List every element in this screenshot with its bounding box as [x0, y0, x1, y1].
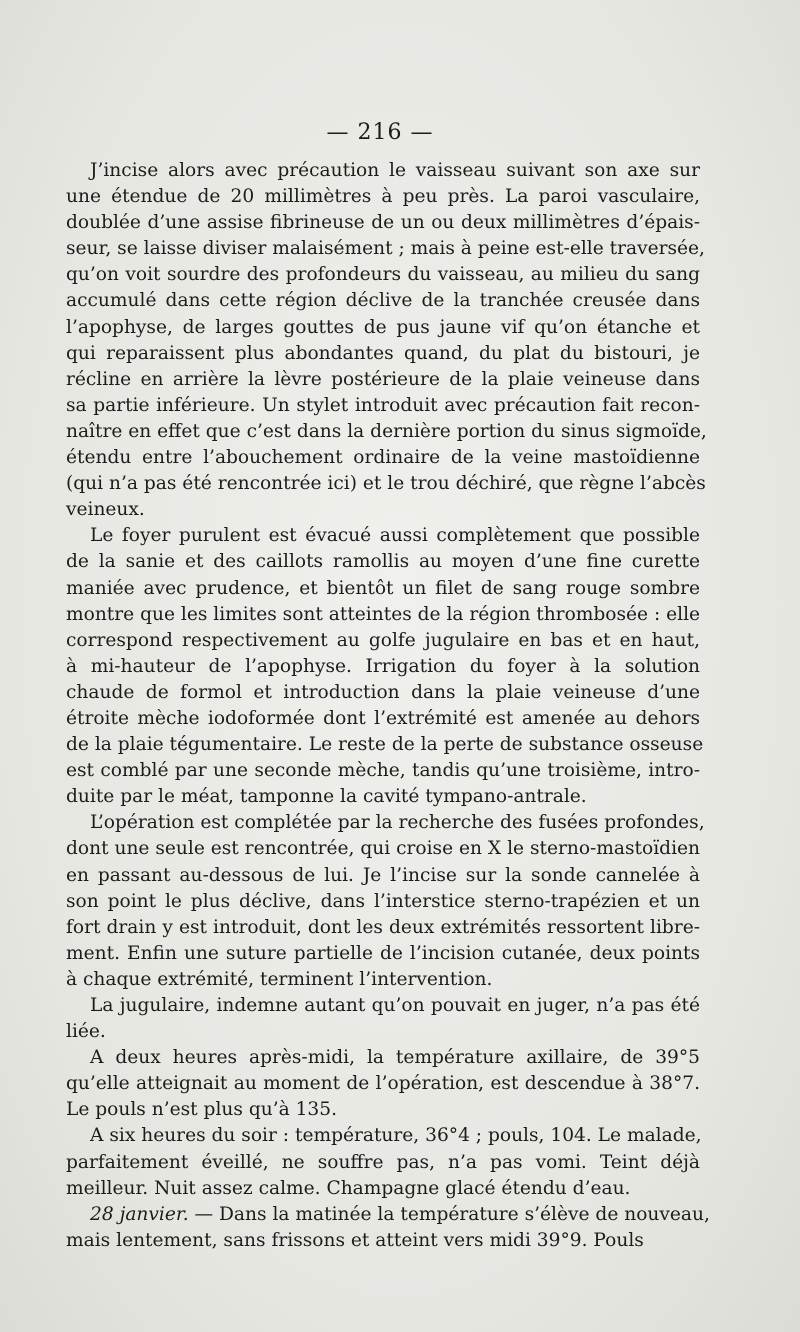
paragraph: [66, 993, 700, 1045]
text-line: sa partie inférieure. Un stylet introduit avec précaution fait recon-: [66, 394, 700, 416]
text-line: seur, se laisse diviser malaisément ; mais à peine est-elle traversée,: [66, 238, 705, 260]
text-line: qu’on voit sourdre des profondeurs du vaisseau, au milieu du sang: [66, 264, 700, 286]
text-line: récline en arrière la lèvre postérieure de la plaie veineuse dans: [66, 368, 700, 390]
text-line: Le pouls n’est plus qu’à 135.: [66, 1099, 338, 1121]
text-line: mais lentement, sans frissons et atteint vers midi 39°9. Pouls: [66, 1229, 644, 1251]
text-line: qui reparaissent plus abondantes quand, du plat du bistouri, je: [66, 342, 700, 364]
text-line: montre que les limites sont atteintes de la région thrombosée : elle: [66, 603, 701, 625]
text-line: liée.: [66, 1021, 106, 1043]
text-line: qu’elle atteignait au moment de l’opération, est descendue à 38°7.: [66, 1073, 700, 1095]
text-line: L’opération est complétée par la recherche des fusées profondes,: [90, 812, 705, 834]
text-line: correspond respectivement au golfe jugulaire en bas et en haut,: [66, 629, 700, 651]
text-line: J’incise alors avec précaution le vaisseau suivant son axe sur: [90, 160, 700, 181]
page-number: — 216 —: [326, 120, 434, 145]
text-line: A deux heures après-midi, la température axillaire, de 39°5: [90, 1047, 700, 1069]
text-line: son point le plus déclive, dans l’interstice sterno-trapézien et un: [66, 890, 700, 912]
text-line: accumulé dans cette région déclive de la tranchée creusée dans: [66, 290, 700, 312]
paragraph: [66, 1202, 710, 1254]
text-line: de la plaie tégumentaire. Le reste de la perte de substance osseuse: [66, 734, 704, 756]
text-line: une étendue de 20 millimètres à peu près. La paroi vasculaire,: [66, 186, 700, 208]
paragraph: [66, 158, 707, 523]
text-line: veineux.: [66, 499, 145, 521]
text-line: dont une seule est rencontrée, qui croise en X le sterno-mastoïdien: [66, 838, 700, 860]
text-line: parfaitement éveillé, ne souffre pas, n’a pas vomi. Teint déjà: [66, 1151, 700, 1173]
text-line: en passant au-dessous de lui. Je l’incise sur la sonde cannelée à: [66, 864, 700, 886]
text-line: chaude de formol et introduction dans la plaie veineuse d’une: [66, 681, 700, 703]
text-line: ment. Enfin une suture partielle de l’incision cutanée, deux points: [66, 942, 700, 964]
paragraph: [66, 1123, 700, 1201]
paragraph: [66, 523, 704, 810]
body-text: [66, 158, 710, 1254]
line-text: — Dans la matinée la température s’élève de nouveau,: [188, 1203, 710, 1225]
paragraph: [66, 1045, 700, 1123]
text-line: naître en effet que c’est dans la dernière portion du sinus sigmoïde,: [66, 420, 707, 442]
entry-date: 28 janvier.: [90, 1203, 189, 1225]
text-line: (qui n’a pas été rencontrée ici) et le trou déchiré, que règne l’abcès: [66, 473, 706, 495]
text-line: étroite mèche iodoformée dont l’extrémité est amenée au dehors: [66, 707, 700, 729]
text-line: La jugulaire, indemne autant qu’on pouvait en juger, n’a pas été: [90, 995, 700, 1016]
paragraph: [66, 810, 705, 993]
text-line: de la sanie et des caillots ramollis au moyen d’une fine curette: [66, 551, 700, 573]
text-line: maniée avec prudence, et bientôt un filet de sang rouge sombre: [66, 577, 700, 599]
text-line: Le foyer purulent est évacué aussi complètement que possible: [90, 525, 700, 547]
text-line: doublée d’une assise fibrineuse de un ou deux millimètres d’épais-: [66, 212, 700, 234]
text-line: fort drain y est introduit, dont les deux extrémités ressortent libre-: [66, 916, 700, 938]
text-line: A six heures du soir : température, 36°4 ; pouls, 104. Le malade,: [90, 1125, 702, 1147]
text-line: duite par le méat, tamponne la cavité tympano-antrale.: [66, 786, 587, 808]
text-line: l’apophyse, de larges gouttes de pus jaune vif qu’on étanche et: [66, 316, 700, 338]
text-line: meilleur. Nuit assez calme. Champagne glacé étendu d’eau.: [66, 1177, 631, 1199]
text-line: [66, 1202, 710, 1228]
text-line: à chaque extrémité, terminent l’intervention.: [66, 968, 493, 990]
text-line: est comblé par une seconde mèche, tandis qu’une troisième, intro-: [66, 760, 700, 782]
text-line: étendu entre l’abouchement ordinaire de la veine mastoïdienne: [66, 447, 700, 469]
text-line: à mi-hauteur de l’apophyse. Irrigation du foyer à la solution: [66, 655, 700, 677]
